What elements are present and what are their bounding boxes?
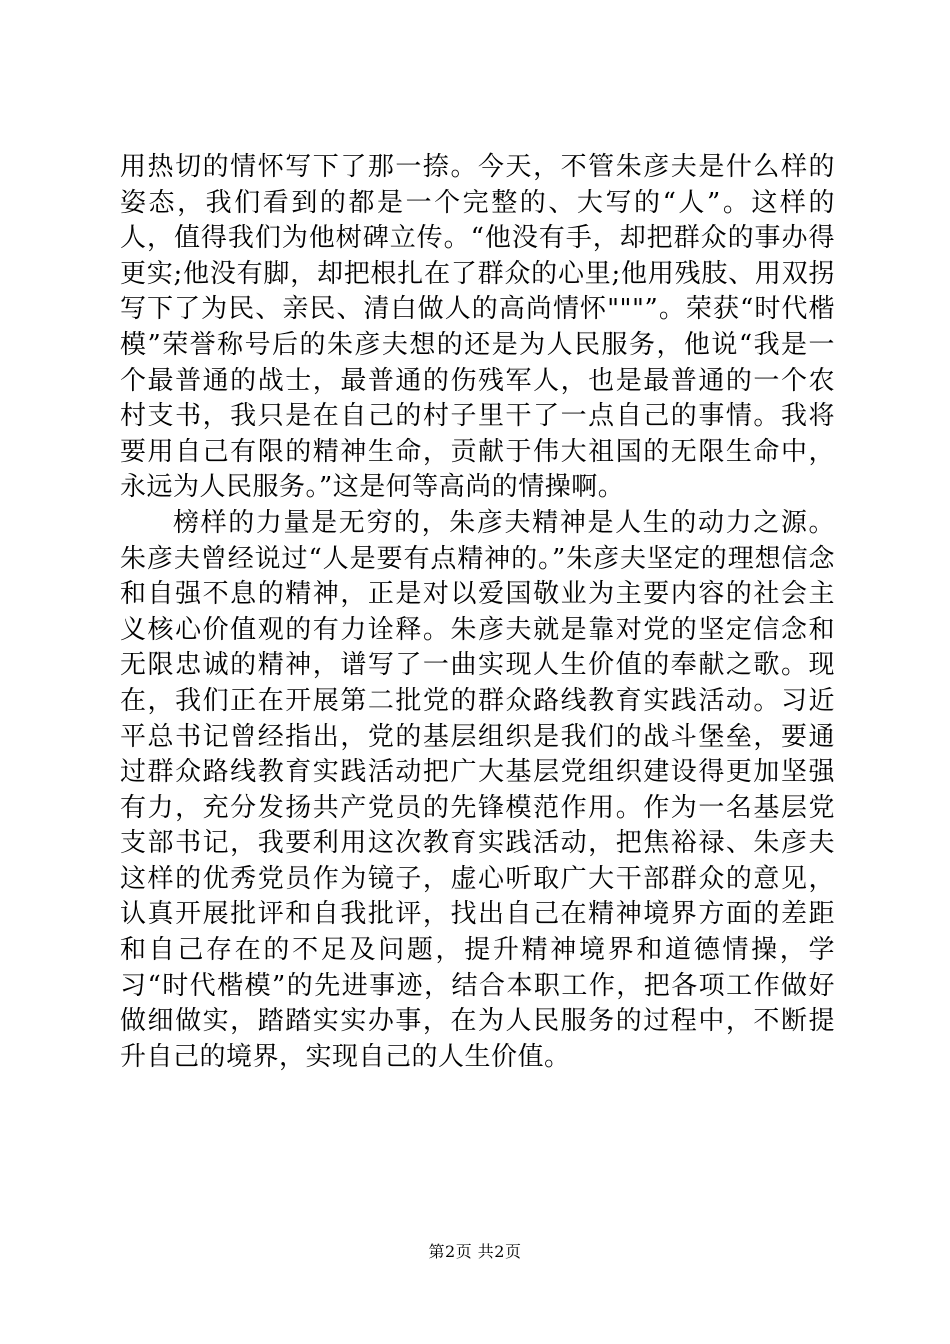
paragraph-role-model: 榜样的力量是无穷的，朱彦夫精神是人生的动力之源。朱彦夫曾经说过“人是要有点精神的。”朱彦夫坚定的理想信念和自强不息的精神，正是对以爱国敬业为主要内容的社会主义核心价值观的有力诠释。朱彦夫就是靠对党的坚定信念和无限忠诚的精神，谱写了一曲实现人生价值的奉献之歌。现在，我们正在开展第二批党的群众路线教育实践活动。习近平总书记曾经指出，党的基层组织是我们的战斗堡垒，要通过群众路线教育实践活动把广大基层党组织建设得更加坚强有力，充分发扬共产党员的先锋模范作用。作为一名基层党支部书记，我要利用这次教育实践活动，把焦裕禄、朱彦夫这样的优秀党员作为镜子，虚心听取广大干部群众的意见，认真开展批评和自我批评，找出自己在精神境界方面的差距和自己存在的不足及问题，提升精神境界和道德情操，学习“时代楷模”的先进事迹，结合本职工作，把各项工作做好做细做实，踏踏实实办事，在为人民服务的过程中，不断提升自己的境界，实现自己的人生价值。 <box>120 507 835 1072</box>
page-number-footer: 第2页 共2页 <box>428 1242 522 1261</box>
paragraph-continued: 用热切的情怀写下了那一捺。今天，不管朱彦夫是什么样的姿态，我们看到的都是一个完整的、大写的“人”。这样的人，值得我们为他树碑立传。“他没有手，却把群众的事办得更实;他没有脚，却把根扎在了群众的心里;他用残肢、用双拐写下了为民、亲民、清白做人的高尚情怀"""”。荣获“时代楷模”荣誉称号后的朱彦夫想的还是为人民服务，他说“我是一个最普通的战士，最普通的伤残军人，也是最普通的一个农村支书，我只是在自己的村子里干了一点自己的事情。我将要用自己有限的精神生命，贡献于伟大祖国的无限生命中，永远为人民服务。”这是何等高尚的情操啊。 <box>120 152 835 503</box>
body-text <box>120 150 835 1075</box>
